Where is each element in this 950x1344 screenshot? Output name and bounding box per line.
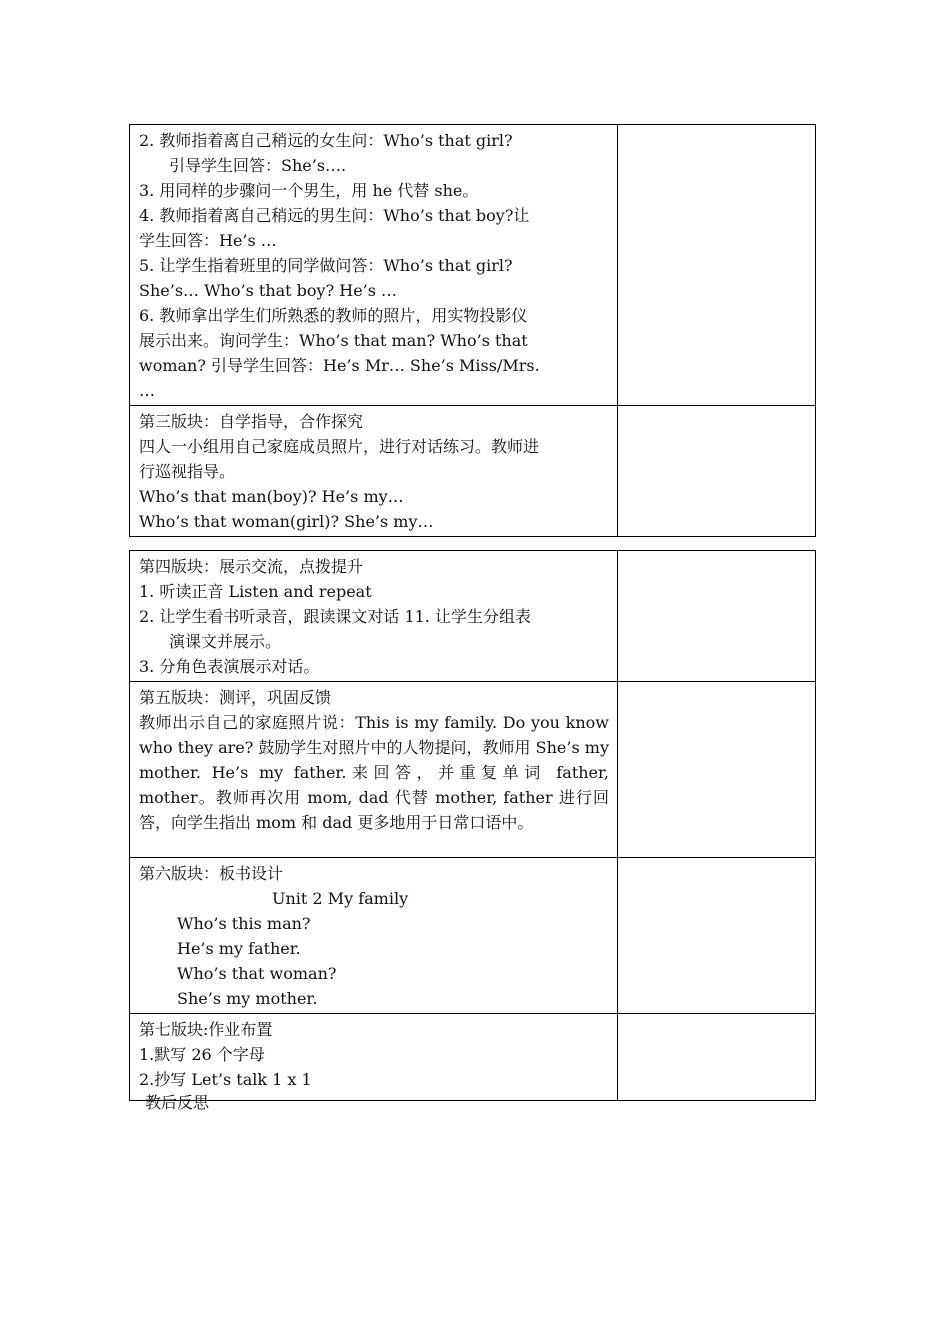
lesson-table-2 <box>129 550 816 1101</box>
notes-cell <box>618 1014 816 1101</box>
table-row <box>130 551 816 682</box>
text-line: 6. 教师拿出学生们所熟悉的教师的照片，用实物投影仪 <box>139 306 528 325</box>
notes-cell <box>618 406 816 537</box>
reflection-label: 教后反思 <box>145 1093 210 1112</box>
text-line: 演课文并展示。 <box>169 632 282 651</box>
table-row <box>130 1014 816 1101</box>
text-line: 引导学生回答：She’s…. <box>169 156 347 175</box>
activity-cell <box>130 406 618 537</box>
section-heading: 第七版块:作业布置 <box>139 1020 273 1039</box>
notes-cell <box>618 682 816 858</box>
text-line: 3. 用同样的步骤问一个男生，用 he 代替 she。 <box>139 181 479 200</box>
text-line: Who’s that man(boy)? He’s my… <box>139 487 404 506</box>
activity-cell <box>130 858 618 1014</box>
lesson-table-1 <box>129 124 816 537</box>
text-line: 3. 分角色表演展示对话。 <box>139 657 320 676</box>
table-row <box>130 682 816 858</box>
section-heading: 第三版块：自学指导，合作探究 <box>139 412 364 431</box>
section-heading: 第四版块：展示交流，点拨提升 <box>139 557 364 576</box>
text-line: 1. 听读正音 Listen and repeat <box>139 582 372 601</box>
text-line: He’s my father. <box>177 939 301 958</box>
text-line: 2. 让学生看书听录音，跟读课文对话 11. 让学生分组表 <box>139 607 531 626</box>
text-line: She’s… Who’s that boy? He’s … <box>139 281 398 300</box>
table-row <box>130 125 816 406</box>
text-line: 4. 教师指着离自己稍远的男生问：Who’s that boy?让 <box>139 206 530 225</box>
notes-cell <box>618 858 816 1014</box>
text-line: Who’s this man? <box>177 914 311 933</box>
text-line: 展示出来。询问学生：Who’s that man? Who’s that <box>139 331 528 350</box>
activity-cell <box>130 125 618 406</box>
text-line: … <box>139 381 155 400</box>
text-line: Who’s that woman(girl)? She’s my… <box>139 512 434 531</box>
text-line: She’s my mother. <box>177 989 318 1008</box>
activity-cell <box>130 1014 618 1101</box>
text-line: 5. 让学生指着班里的同学做问答：Who’s that girl? <box>139 256 513 275</box>
text-line: 学生回答：He’s … <box>139 231 277 250</box>
section-heading: 第五版块：测评，巩固反馈 <box>139 688 332 707</box>
text-line: woman? 引导学生回答：He’s Mr… She’s Miss/Mrs. <box>139 356 540 375</box>
paragraph: 教师出示自己的家庭照片说：This is my family. Do you know who they are? 鼓励学生对照片中的人物提问，教师用 She’s my mother. He’s my father.来回答，并重复单词 father, mother。教师再次用 mom, dad 代替 mother, father 进行回答，向学生指出 mom 和 dad 更多地用于日常口语中。 <box>139 713 609 832</box>
text-line: 行巡视指导。 <box>139 462 236 481</box>
table-row <box>130 406 816 537</box>
activity-cell <box>130 551 618 682</box>
board-title: Unit 2 My family <box>272 889 409 908</box>
text-line: 2.抄写 Let’s talk 1 x 1 <box>139 1070 312 1089</box>
activity-cell <box>130 682 618 858</box>
text-line: Who’s that woman? <box>177 964 337 983</box>
notes-cell <box>618 125 816 406</box>
table-row <box>130 858 816 1014</box>
notes-cell <box>618 551 816 682</box>
text-line: 2. 教师指着离自己稍远的女生问：Who’s that girl? <box>139 131 513 150</box>
text-line: 四人一小组用自己家庭成员照片，进行对话练习。教师进 <box>139 437 540 456</box>
section-heading: 第六版块：板书设计 <box>139 864 284 883</box>
text-line: 1.默写 26 个字母 <box>139 1045 265 1064</box>
